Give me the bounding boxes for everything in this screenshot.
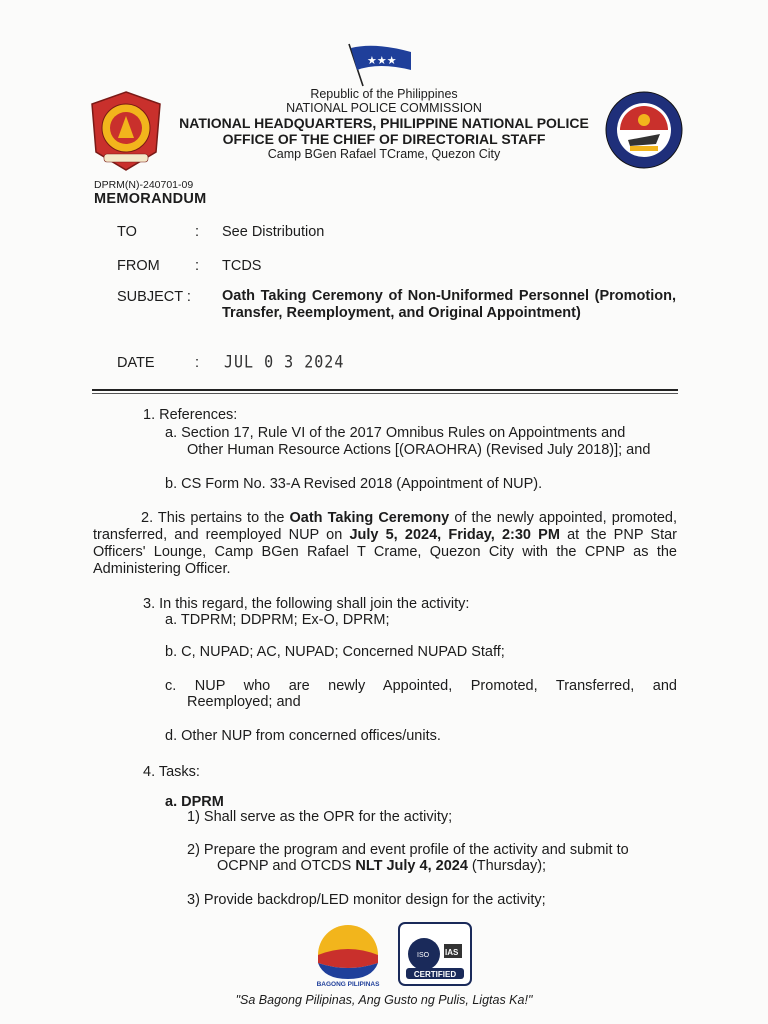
- task-1: 1) Shall serve as the OPR for the activity;: [187, 809, 453, 825]
- date-label: DATE: [117, 355, 155, 371]
- svg-text:IAS: IAS: [445, 948, 459, 957]
- to-label: TO: [117, 224, 137, 240]
- memo-number: DPRM(N)-240701-09: [94, 179, 194, 191]
- svg-text:CERTIFIED: CERTIFIED: [413, 970, 457, 979]
- svg-text:ISO: ISO: [417, 952, 430, 959]
- ref-a-line2: Other Human Resource Actions [(ORAOHRA) (Revised July 2018)]; and: [187, 442, 651, 458]
- header-office: OFFICE OF THE CHIEF OF DIRECTORIAL STAFF: [222, 131, 546, 147]
- divider-line: [92, 389, 678, 391]
- footer-motto: "Sa Bagong Pilipinas, Ang Gusto ng Pulis, Ligtas Ka!": [235, 993, 533, 1007]
- ref-heading: 1. References:: [143, 407, 238, 423]
- header-nhq: NATIONAL HEADQUARTERS, PHILIPPINE NATIONAL POLICE: [179, 115, 589, 131]
- task-3: 3) Provide backdrop/LED monitor design for the activity;: [187, 892, 546, 908]
- paragraph-2: 2. This pertains to the Oath Taking Ceremony of the newly appointed, promoted, transferred, and reemployed NUP on July 5, 2024, Friday, 2:30 PM at the PNP Star Officers' Lounge, Camp BGen Rafael T Crame, Quezon City with the CPNP as the Administering Officer.: [93, 510, 678, 577]
- from-colon: :: [195, 258, 200, 274]
- ref-a-line1: a. Section 17, Rule VI of the 2017 Omnibus Rules on Appointments and: [165, 425, 626, 441]
- task-dprm: a. DPRM: [165, 794, 224, 810]
- task-2-line1: 2) Prepare the program and event profile of the activity and submit to: [187, 842, 629, 858]
- date-stamp: JUL 0 3 2024: [224, 351, 345, 373]
- iso-certified-badge: [398, 922, 472, 986]
- join-heading: 3. In this regard, the following shall join the activity:: [143, 596, 470, 612]
- subject-label: SUBJECT :: [117, 289, 191, 305]
- svg-text:BAGONG PILIPINAS: BAGONG PILIPINAS: [316, 981, 380, 987]
- memo-title: MEMORANDUM: [94, 191, 207, 207]
- join-c-line2: Reemployed; and: [187, 694, 301, 710]
- join-a: a. TDPRM; DDPRM; Ex-O, DPRM;: [165, 612, 390, 628]
- divider-line-thin: [92, 393, 678, 394]
- bagong-pilipinas-logo: [312, 921, 384, 987]
- from-label: FROM: [117, 258, 160, 274]
- svg-text:★★★: ★★★: [367, 54, 397, 67]
- to-value: See Distribution: [222, 224, 325, 240]
- join-d: d. Other NUP from concerned offices/units.: [165, 728, 441, 744]
- header-republic: Republic of the Philippines: [310, 87, 458, 101]
- date-colon: :: [195, 355, 200, 371]
- star-flag-icon: [345, 40, 415, 88]
- join-b: b. C, NUPAD; AC, NUPAD; Concerned NUPAD Staff;: [165, 644, 505, 660]
- task-2-line2: OCPNP and OTCDS NLT July 4, 2024 (Thursday);: [217, 858, 547, 874]
- to-colon: :: [195, 224, 200, 240]
- tasks-heading: 4. Tasks:: [143, 764, 200, 780]
- join-c-line1: c. NUP who are newly Appointed, Promoted, Transferred, and: [165, 678, 677, 694]
- header-napolcom: NATIONAL POLICE COMMISSION: [286, 101, 482, 115]
- from-value: TCDS: [222, 258, 262, 274]
- header-address: Camp BGen Rafael TCrame, Quezon City: [267, 147, 501, 161]
- ref-b: b. CS Form No. 33-A Revised 2018 (Appointment of NUP).: [165, 476, 543, 492]
- subject-value: Oath Taking Ceremony of Non-Uniformed Personnel (Promotion, Transfer, Reemployment, and Original Appointment): [222, 288, 676, 321]
